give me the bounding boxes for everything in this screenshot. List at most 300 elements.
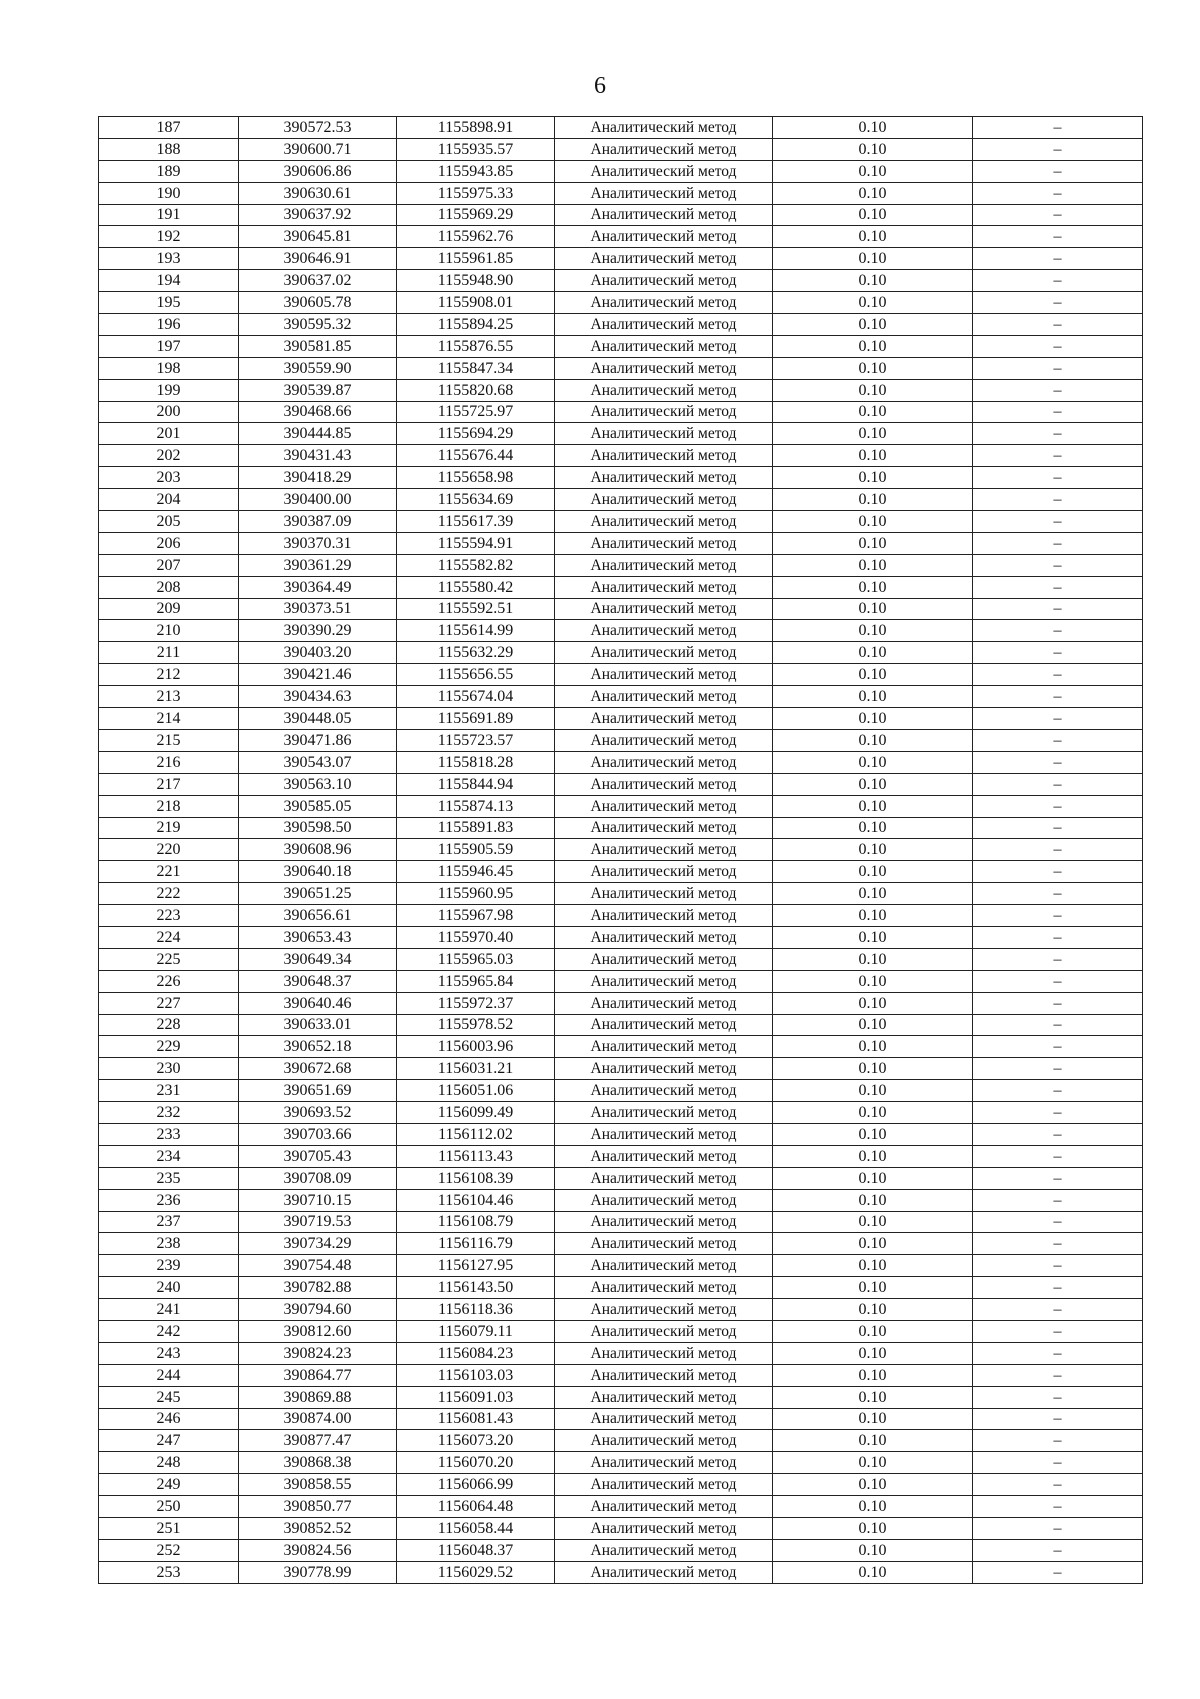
x-coordinate-cell: 390605.78 bbox=[239, 292, 397, 314]
accuracy-cell: 0.10 bbox=[773, 795, 973, 817]
method-cell: Аналитический метод bbox=[555, 1364, 773, 1386]
accuracy-cell: 0.10 bbox=[773, 1386, 973, 1408]
accuracy-cell: 0.10 bbox=[773, 948, 973, 970]
y-coordinate-cell: 1155905.59 bbox=[397, 839, 555, 861]
y-coordinate-cell: 1155876.55 bbox=[397, 335, 555, 357]
table-row bbox=[99, 226, 1143, 248]
x-coordinate-cell: 390598.50 bbox=[239, 817, 397, 839]
description-cell: – bbox=[973, 379, 1143, 401]
y-coordinate-cell: 1155960.95 bbox=[397, 883, 555, 905]
accuracy-cell: 0.10 bbox=[773, 992, 973, 1014]
description-cell: – bbox=[973, 1233, 1143, 1255]
method-cell: Аналитический метод bbox=[555, 598, 773, 620]
description-cell: – bbox=[973, 1277, 1143, 1299]
y-coordinate-cell: 1155847.34 bbox=[397, 357, 555, 379]
description-cell: – bbox=[973, 773, 1143, 795]
y-coordinate-cell: 1155844.94 bbox=[397, 773, 555, 795]
y-coordinate-cell: 1155969.29 bbox=[397, 204, 555, 226]
table-row bbox=[99, 248, 1143, 270]
point-number-cell: 235 bbox=[99, 1167, 239, 1189]
table-row bbox=[99, 970, 1143, 992]
method-cell: Аналитический метод bbox=[555, 839, 773, 861]
description-cell: – bbox=[973, 598, 1143, 620]
x-coordinate-cell: 390606.86 bbox=[239, 160, 397, 182]
point-number-cell: 251 bbox=[99, 1518, 239, 1540]
y-coordinate-cell: 1156091.03 bbox=[397, 1386, 555, 1408]
description-cell: – bbox=[973, 1036, 1143, 1058]
y-coordinate-cell: 1155614.99 bbox=[397, 620, 555, 642]
point-number-cell: 215 bbox=[99, 729, 239, 751]
table-row bbox=[99, 817, 1143, 839]
table-row bbox=[99, 314, 1143, 336]
description-cell: – bbox=[973, 1452, 1143, 1474]
y-coordinate-cell: 1155908.01 bbox=[397, 292, 555, 314]
method-cell: Аналитический метод bbox=[555, 1430, 773, 1452]
y-coordinate-cell: 1156029.52 bbox=[397, 1561, 555, 1583]
x-coordinate-cell: 390648.37 bbox=[239, 970, 397, 992]
method-cell: Аналитический метод bbox=[555, 423, 773, 445]
method-cell: Аналитический метод bbox=[555, 708, 773, 730]
method-cell: Аналитический метод bbox=[555, 532, 773, 554]
table-row bbox=[99, 883, 1143, 905]
x-coordinate-cell: 390373.51 bbox=[239, 598, 397, 620]
accuracy-cell: 0.10 bbox=[773, 883, 973, 905]
point-number-cell: 239 bbox=[99, 1255, 239, 1277]
table-row bbox=[99, 117, 1143, 139]
method-cell: Аналитический метод bbox=[555, 817, 773, 839]
y-coordinate-cell: 1155691.89 bbox=[397, 708, 555, 730]
x-coordinate-cell: 390539.87 bbox=[239, 379, 397, 401]
method-cell: Аналитический метод bbox=[555, 270, 773, 292]
table-row bbox=[99, 1167, 1143, 1189]
table-row bbox=[99, 686, 1143, 708]
point-number-cell: 190 bbox=[99, 182, 239, 204]
method-cell: Аналитический метод bbox=[555, 1342, 773, 1364]
x-coordinate-cell: 390646.91 bbox=[239, 248, 397, 270]
description-cell: – bbox=[973, 160, 1143, 182]
accuracy-cell: 0.10 bbox=[773, 335, 973, 357]
accuracy-cell: 0.10 bbox=[773, 204, 973, 226]
y-coordinate-cell: 1156108.79 bbox=[397, 1211, 555, 1233]
method-cell: Аналитический метод bbox=[555, 1496, 773, 1518]
table-row bbox=[99, 1539, 1143, 1561]
table-row bbox=[99, 1561, 1143, 1583]
description-cell: – bbox=[973, 401, 1143, 423]
table-row bbox=[99, 795, 1143, 817]
y-coordinate-cell: 1156108.39 bbox=[397, 1167, 555, 1189]
description-cell: – bbox=[973, 576, 1143, 598]
accuracy-cell: 0.10 bbox=[773, 926, 973, 948]
accuracy-cell: 0.10 bbox=[773, 620, 973, 642]
table-row bbox=[99, 204, 1143, 226]
point-number-cell: 220 bbox=[99, 839, 239, 861]
y-coordinate-cell: 1156073.20 bbox=[397, 1430, 555, 1452]
accuracy-cell: 0.10 bbox=[773, 1102, 973, 1124]
point-number-cell: 223 bbox=[99, 905, 239, 927]
point-number-cell: 249 bbox=[99, 1474, 239, 1496]
method-cell: Аналитический метод bbox=[555, 1102, 773, 1124]
method-cell: Аналитический метод bbox=[555, 182, 773, 204]
point-number-cell: 205 bbox=[99, 511, 239, 533]
description-cell: – bbox=[973, 664, 1143, 686]
y-coordinate-cell: 1155694.29 bbox=[397, 423, 555, 445]
accuracy-cell: 0.10 bbox=[773, 1408, 973, 1430]
method-cell: Аналитический метод bbox=[555, 729, 773, 751]
accuracy-cell: 0.10 bbox=[773, 1080, 973, 1102]
method-cell: Аналитический метод bbox=[555, 335, 773, 357]
description-cell: – bbox=[973, 620, 1143, 642]
table-row bbox=[99, 1123, 1143, 1145]
y-coordinate-cell: 1155656.55 bbox=[397, 664, 555, 686]
method-cell: Аналитический метод bbox=[555, 773, 773, 795]
method-cell: Аналитический метод bbox=[555, 970, 773, 992]
point-number-cell: 252 bbox=[99, 1539, 239, 1561]
point-number-cell: 248 bbox=[99, 1452, 239, 1474]
method-cell: Аналитический метод bbox=[555, 1167, 773, 1189]
y-coordinate-cell: 1156031.21 bbox=[397, 1058, 555, 1080]
description-cell: – bbox=[973, 1058, 1143, 1080]
x-coordinate-cell: 390852.52 bbox=[239, 1518, 397, 1540]
point-number-cell: 200 bbox=[99, 401, 239, 423]
method-cell: Аналитический метод bbox=[555, 992, 773, 1014]
point-number-cell: 211 bbox=[99, 642, 239, 664]
x-coordinate-cell: 390778.99 bbox=[239, 1561, 397, 1583]
method-cell: Аналитический метод bbox=[555, 905, 773, 927]
method-cell: Аналитический метод bbox=[555, 1320, 773, 1342]
table-row bbox=[99, 489, 1143, 511]
point-number-cell: 244 bbox=[99, 1364, 239, 1386]
table-row bbox=[99, 1452, 1143, 1474]
accuracy-cell: 0.10 bbox=[773, 1452, 973, 1474]
description-cell: – bbox=[973, 138, 1143, 160]
method-cell: Аналитический метод bbox=[555, 511, 773, 533]
point-number-cell: 208 bbox=[99, 576, 239, 598]
description-cell: – bbox=[973, 1561, 1143, 1583]
y-coordinate-cell: 1156079.11 bbox=[397, 1320, 555, 1342]
point-number-cell: 218 bbox=[99, 795, 239, 817]
point-number-cell: 228 bbox=[99, 1014, 239, 1036]
method-cell: Аналитический метод bbox=[555, 1386, 773, 1408]
table-row bbox=[99, 1036, 1143, 1058]
description-cell: – bbox=[973, 1299, 1143, 1321]
table-row bbox=[99, 642, 1143, 664]
x-coordinate-cell: 390572.53 bbox=[239, 117, 397, 139]
table-row bbox=[99, 532, 1143, 554]
accuracy-cell: 0.10 bbox=[773, 248, 973, 270]
method-cell: Аналитический метод bbox=[555, 401, 773, 423]
y-coordinate-cell: 1156116.79 bbox=[397, 1233, 555, 1255]
x-coordinate-cell: 390421.46 bbox=[239, 664, 397, 686]
description-cell: – bbox=[973, 270, 1143, 292]
accuracy-cell: 0.10 bbox=[773, 1342, 973, 1364]
accuracy-cell: 0.10 bbox=[773, 1123, 973, 1145]
x-coordinate-cell: 390633.01 bbox=[239, 1014, 397, 1036]
table-row bbox=[99, 1430, 1143, 1452]
description-cell: – bbox=[973, 554, 1143, 576]
y-coordinate-cell: 1156051.06 bbox=[397, 1080, 555, 1102]
table-row bbox=[99, 423, 1143, 445]
point-number-cell: 238 bbox=[99, 1233, 239, 1255]
point-number-cell: 209 bbox=[99, 598, 239, 620]
table-row bbox=[99, 335, 1143, 357]
description-cell: – bbox=[973, 1014, 1143, 1036]
accuracy-cell: 0.10 bbox=[773, 598, 973, 620]
y-coordinate-cell: 1156058.44 bbox=[397, 1518, 555, 1540]
description-cell: – bbox=[973, 423, 1143, 445]
x-coordinate-cell: 390719.53 bbox=[239, 1211, 397, 1233]
point-number-cell: 194 bbox=[99, 270, 239, 292]
description-cell: – bbox=[973, 1255, 1143, 1277]
point-number-cell: 247 bbox=[99, 1430, 239, 1452]
method-cell: Аналитический метод bbox=[555, 204, 773, 226]
point-number-cell: 213 bbox=[99, 686, 239, 708]
accuracy-cell: 0.10 bbox=[773, 160, 973, 182]
accuracy-cell: 0.10 bbox=[773, 773, 973, 795]
table-row bbox=[99, 948, 1143, 970]
point-number-cell: 204 bbox=[99, 489, 239, 511]
method-cell: Аналитический метод bbox=[555, 248, 773, 270]
method-cell: Аналитический метод bbox=[555, 379, 773, 401]
point-number-cell: 243 bbox=[99, 1342, 239, 1364]
y-coordinate-cell: 1155580.42 bbox=[397, 576, 555, 598]
x-coordinate-cell: 390705.43 bbox=[239, 1145, 397, 1167]
x-coordinate-cell: 390595.32 bbox=[239, 314, 397, 336]
table-row bbox=[99, 1145, 1143, 1167]
x-coordinate-cell: 390585.05 bbox=[239, 795, 397, 817]
description-cell: – bbox=[973, 992, 1143, 1014]
y-coordinate-cell: 1155978.52 bbox=[397, 1014, 555, 1036]
description-cell: – bbox=[973, 686, 1143, 708]
x-coordinate-cell: 390656.61 bbox=[239, 905, 397, 927]
y-coordinate-cell: 1155723.57 bbox=[397, 729, 555, 751]
point-number-cell: 203 bbox=[99, 467, 239, 489]
y-coordinate-cell: 1155658.98 bbox=[397, 467, 555, 489]
description-cell: – bbox=[973, 729, 1143, 751]
description-cell: – bbox=[973, 1189, 1143, 1211]
accuracy-cell: 0.10 bbox=[773, 445, 973, 467]
point-number-cell: 206 bbox=[99, 532, 239, 554]
accuracy-cell: 0.10 bbox=[773, 1255, 973, 1277]
x-coordinate-cell: 390649.34 bbox=[239, 948, 397, 970]
accuracy-cell: 0.10 bbox=[773, 1496, 973, 1518]
method-cell: Аналитический метод bbox=[555, 642, 773, 664]
y-coordinate-cell: 1155676.44 bbox=[397, 445, 555, 467]
y-coordinate-cell: 1156104.46 bbox=[397, 1189, 555, 1211]
description-cell: – bbox=[973, 182, 1143, 204]
point-number-cell: 219 bbox=[99, 817, 239, 839]
description-cell: – bbox=[973, 905, 1143, 927]
x-coordinate-cell: 390418.29 bbox=[239, 467, 397, 489]
x-coordinate-cell: 390400.00 bbox=[239, 489, 397, 511]
y-coordinate-cell: 1155975.33 bbox=[397, 182, 555, 204]
y-coordinate-cell: 1155594.91 bbox=[397, 532, 555, 554]
description-cell: – bbox=[973, 532, 1143, 554]
accuracy-cell: 0.10 bbox=[773, 423, 973, 445]
point-number-cell: 250 bbox=[99, 1496, 239, 1518]
x-coordinate-cell: 390637.92 bbox=[239, 204, 397, 226]
method-cell: Аналитический метод bbox=[555, 1299, 773, 1321]
x-coordinate-cell: 390431.43 bbox=[239, 445, 397, 467]
description-cell: – bbox=[973, 839, 1143, 861]
point-number-cell: 210 bbox=[99, 620, 239, 642]
point-number-cell: 191 bbox=[99, 204, 239, 226]
table-row bbox=[99, 598, 1143, 620]
method-cell: Аналитический метод bbox=[555, 138, 773, 160]
point-number-cell: 198 bbox=[99, 357, 239, 379]
accuracy-cell: 0.10 bbox=[773, 664, 973, 686]
point-number-cell: 189 bbox=[99, 160, 239, 182]
description-cell: – bbox=[973, 1386, 1143, 1408]
point-number-cell: 214 bbox=[99, 708, 239, 730]
description-cell: – bbox=[973, 1167, 1143, 1189]
method-cell: Аналитический метод bbox=[555, 1058, 773, 1080]
accuracy-cell: 0.10 bbox=[773, 905, 973, 927]
method-cell: Аналитический метод bbox=[555, 1036, 773, 1058]
point-number-cell: 230 bbox=[99, 1058, 239, 1080]
table-row bbox=[99, 357, 1143, 379]
table-row bbox=[99, 1474, 1143, 1496]
x-coordinate-cell: 390858.55 bbox=[239, 1474, 397, 1496]
x-coordinate-cell: 390600.71 bbox=[239, 138, 397, 160]
x-coordinate-cell: 390608.96 bbox=[239, 839, 397, 861]
method-cell: Аналитический метод bbox=[555, 160, 773, 182]
table-row bbox=[99, 1211, 1143, 1233]
y-coordinate-cell: 1155972.37 bbox=[397, 992, 555, 1014]
point-number-cell: 193 bbox=[99, 248, 239, 270]
method-cell: Аналитический метод bbox=[555, 1452, 773, 1474]
method-cell: Аналитический метод bbox=[555, 467, 773, 489]
description-cell: – bbox=[973, 1320, 1143, 1342]
accuracy-cell: 0.10 bbox=[773, 138, 973, 160]
x-coordinate-cell: 390361.29 bbox=[239, 554, 397, 576]
x-coordinate-cell: 390448.05 bbox=[239, 708, 397, 730]
x-coordinate-cell: 390652.18 bbox=[239, 1036, 397, 1058]
point-number-cell: 224 bbox=[99, 926, 239, 948]
accuracy-cell: 0.10 bbox=[773, 379, 973, 401]
y-coordinate-cell: 1156048.37 bbox=[397, 1539, 555, 1561]
accuracy-cell: 0.10 bbox=[773, 1474, 973, 1496]
method-cell: Аналитический метод bbox=[555, 314, 773, 336]
point-number-cell: 232 bbox=[99, 1102, 239, 1124]
description-cell: – bbox=[973, 817, 1143, 839]
accuracy-cell: 0.10 bbox=[773, 1430, 973, 1452]
accuracy-cell: 0.10 bbox=[773, 270, 973, 292]
table-row bbox=[99, 1408, 1143, 1430]
accuracy-cell: 0.10 bbox=[773, 182, 973, 204]
y-coordinate-cell: 1155874.13 bbox=[397, 795, 555, 817]
y-coordinate-cell: 1156118.36 bbox=[397, 1299, 555, 1321]
accuracy-cell: 0.10 bbox=[773, 970, 973, 992]
y-coordinate-cell: 1156066.99 bbox=[397, 1474, 555, 1496]
table-row bbox=[99, 729, 1143, 751]
y-coordinate-cell: 1155617.39 bbox=[397, 511, 555, 533]
description-cell: – bbox=[973, 335, 1143, 357]
table-row bbox=[99, 708, 1143, 730]
accuracy-cell: 0.10 bbox=[773, 1014, 973, 1036]
x-coordinate-cell: 390703.66 bbox=[239, 1123, 397, 1145]
x-coordinate-cell: 390434.63 bbox=[239, 686, 397, 708]
point-number-cell: 187 bbox=[99, 117, 239, 139]
y-coordinate-cell: 1155674.04 bbox=[397, 686, 555, 708]
table-row bbox=[99, 926, 1143, 948]
x-coordinate-cell: 390693.52 bbox=[239, 1102, 397, 1124]
accuracy-cell: 0.10 bbox=[773, 467, 973, 489]
accuracy-cell: 0.10 bbox=[773, 1145, 973, 1167]
point-number-cell: 229 bbox=[99, 1036, 239, 1058]
method-cell: Аналитический метод bbox=[555, 1211, 773, 1233]
table-row bbox=[99, 270, 1143, 292]
point-number-cell: 227 bbox=[99, 992, 239, 1014]
description-cell: – bbox=[973, 642, 1143, 664]
table-row bbox=[99, 182, 1143, 204]
point-number-cell: 216 bbox=[99, 751, 239, 773]
x-coordinate-cell: 390877.47 bbox=[239, 1430, 397, 1452]
accuracy-cell: 0.10 bbox=[773, 1233, 973, 1255]
accuracy-cell: 0.10 bbox=[773, 117, 973, 139]
y-coordinate-cell: 1155946.45 bbox=[397, 861, 555, 883]
method-cell: Аналитический метод bbox=[555, 1255, 773, 1277]
table-row bbox=[99, 576, 1143, 598]
point-number-cell: 253 bbox=[99, 1561, 239, 1583]
accuracy-cell: 0.10 bbox=[773, 642, 973, 664]
table-row bbox=[99, 751, 1143, 773]
table-row bbox=[99, 1320, 1143, 1342]
accuracy-cell: 0.10 bbox=[773, 511, 973, 533]
method-cell: Аналитический метод bbox=[555, 1014, 773, 1036]
x-coordinate-cell: 390637.02 bbox=[239, 270, 397, 292]
y-coordinate-cell: 1156103.03 bbox=[397, 1364, 555, 1386]
description-cell: – bbox=[973, 1364, 1143, 1386]
method-cell: Аналитический метод bbox=[555, 1474, 773, 1496]
table-row bbox=[99, 839, 1143, 861]
x-coordinate-cell: 390468.66 bbox=[239, 401, 397, 423]
description-cell: – bbox=[973, 708, 1143, 730]
y-coordinate-cell: 1155962.76 bbox=[397, 226, 555, 248]
table-row bbox=[99, 379, 1143, 401]
accuracy-cell: 0.10 bbox=[773, 1277, 973, 1299]
point-number-cell: 212 bbox=[99, 664, 239, 686]
description-cell: – bbox=[973, 1518, 1143, 1540]
x-coordinate-cell: 390370.31 bbox=[239, 532, 397, 554]
point-number-cell: 201 bbox=[99, 423, 239, 445]
x-coordinate-cell: 390812.60 bbox=[239, 1320, 397, 1342]
coordinates-table-body bbox=[99, 117, 1143, 1584]
method-cell: Аналитический метод bbox=[555, 1561, 773, 1583]
description-cell: – bbox=[973, 1123, 1143, 1145]
method-cell: Аналитический метод bbox=[555, 226, 773, 248]
y-coordinate-cell: 1155935.57 bbox=[397, 138, 555, 160]
accuracy-cell: 0.10 bbox=[773, 1211, 973, 1233]
x-coordinate-cell: 390640.18 bbox=[239, 861, 397, 883]
description-cell: – bbox=[973, 1474, 1143, 1496]
table-row bbox=[99, 1080, 1143, 1102]
x-coordinate-cell: 390651.25 bbox=[239, 883, 397, 905]
description-cell: – bbox=[973, 1496, 1143, 1518]
table-row bbox=[99, 664, 1143, 686]
description-cell: – bbox=[973, 948, 1143, 970]
accuracy-cell: 0.10 bbox=[773, 576, 973, 598]
point-number-cell: 237 bbox=[99, 1211, 239, 1233]
table-row bbox=[99, 292, 1143, 314]
accuracy-cell: 0.10 bbox=[773, 1364, 973, 1386]
table-row bbox=[99, 1189, 1143, 1211]
point-number-cell: 196 bbox=[99, 314, 239, 336]
y-coordinate-cell: 1155961.85 bbox=[397, 248, 555, 270]
description-cell: – bbox=[973, 445, 1143, 467]
table-row bbox=[99, 992, 1143, 1014]
method-cell: Аналитический метод bbox=[555, 489, 773, 511]
y-coordinate-cell: 1156084.23 bbox=[397, 1342, 555, 1364]
